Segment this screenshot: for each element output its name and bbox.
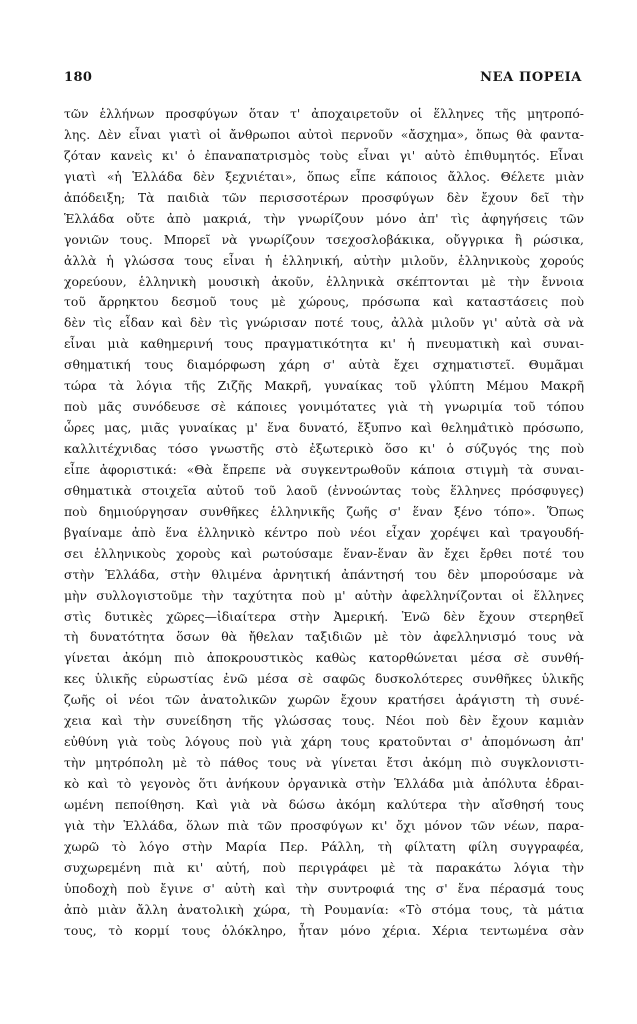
- text-line: στὶς δυτικὲς χῶρες—ἰδιαίτερα στὴν Ἀμερική. Ἐνῶ δὲν ἔχουν στερηθεῖ: [64, 608, 584, 624]
- text-line: τὴν μητρόπολη μὲ τὸ πάθος τους νὰ γίνεται ἔτσι ἀκόμη πιὸ συγκλονιστι-: [64, 755, 584, 771]
- text-line: δὲν τὶς εἶδαν καὶ δὲν τὶς γνώρισαν ποτέ τους, ἀλλὰ μιλοῦν γι' αὐτὰ σὰ νὰ: [64, 315, 584, 331]
- body-text: [64, 104, 584, 942]
- text-line: ζωῆς οἱ νέοι τῶν ἀνατολικῶν χωρῶν ἔχουν κρατήσει ἀράγιστη τὴ συνέ-: [64, 692, 584, 708]
- text-line: τῶν ἑλλήνων προσφύγων ὅταν τ' ἀποχαιρετοῦν οἱ ἕλληνες τῆς μητροπό-: [64, 106, 584, 121]
- text-line: χορεύουν, ἑλληνικὴ μουσικὴ ἀκοῦν, ἑλληνικὰ σκέπτονται μὲ τὴν ἔννοια: [64, 273, 584, 289]
- journal-title: ΝΕΑ ΠΟΡΕΙΑ: [480, 70, 582, 85]
- text-line: κες ὑλικῆς εὐρωστίας ἐνῶ μέσα σὲ σαφῶς δυσκολότερες συνθῆκες ὑλικῆς: [64, 671, 584, 687]
- text-line: ἀλλὰ ἡ γλώσσα τους εἶναι ἡ ἑλληνική, αὐτὴν μιλοῦν, ἑλληνικοὺς χορούς: [64, 252, 584, 268]
- text-line: Ἑλλάδα οὔτε ἀπὸ μακριά, τὴν γνωρίζουν μόνο ἀπ' τὶς ἀφηγήσεις τῶν: [64, 210, 584, 226]
- text-line: χωρῶ τὸ λόγο στὴν Μαρία Περ. Ράλλη, τὴ φίλτατη φίλη συγγραφέα,: [64, 838, 584, 854]
- text-line: τους, τὸ κορμί τους ὁλόκληρο, ἦταν μόνο χέρια. Χέρια τεντωμένα σὰν: [64, 922, 584, 938]
- text-line: ωμένη πεποίθηση. Καὶ γιὰ νὰ δώσω ἀκόμη καλύτερα τὴν αἴσθησή τους: [64, 796, 584, 812]
- text-line: συχωρεμένη πιὰ κι' αὐτή, ποὺ περιγράφει μὲ τὰ παρακάτω λόγια τὴν: [64, 859, 584, 875]
- text-line: σθηματική τους διαμόρφωση χάρη σ' αὐτὰ ἔχει σχηματιστεῖ. Θυμᾶμαι: [64, 357, 584, 373]
- text-line: στὴν Ἑλλάδα, στὴν θλιμένα ἀρνητική ἀπάντησή του δὲν μπορούσαμε νὰ: [64, 566, 584, 582]
- text-line: ἀπόδειξη; Τὰ παιδιὰ τῶν περισσοτέρων προσφύγων δὲν ἔχουν δεῖ τὴν: [64, 189, 584, 205]
- text-line: ζόταν κανεὶς κι' ὁ ἐπαναπατρισμὸς τοὺς εἶναι γι' αὐτὸ ἐπιθυμητός. Εἶναι: [64, 147, 584, 163]
- text-line: κὸ καὶ τὸ γεγονὸς ὅτι ἀνήκουν ὀργανικὰ στὴν Ἑλλάδα μιὰ ἀπόλυτα ἑδραι-: [64, 776, 584, 791]
- text-line: λης. Δὲν εἶναι γιατὶ οἱ ἄνθρωποι αὐτοὶ περνοῦν «ἄσχημα», ὅπως θὰ φαντα-: [64, 126, 584, 142]
- text-line: γιὰ τὴν Ἑλλάδα, ὅλων πιὰ τῶν προσφύγων κι' ὄχι μόνον τῶν νέων, παρα-: [64, 817, 584, 833]
- text-line: μὴν συλλογιστοῦμε τὴν ταχύτητα ποὺ μ' αὐτὴν ἀφελληνίζονται οἱ ἕλληνες: [64, 587, 584, 603]
- text-line: ποὺ μᾶς συνόδευσε σὲ κάποιες γονιμότατες γιὰ τὴ γνωριμία τοῦ τόπου: [64, 399, 584, 415]
- text-line: σει ἑλληνικοὺς χοροὺς καὶ ρωτούσαμε ἕναν-ἕναν ἂν ἔχει ἔρθει ποτέ του: [64, 545, 584, 561]
- text-line: σθηματικὰ στοιχεῖα αὐτοῦ τοῦ λαοῦ (ἐννοώντας τοὺς ἕλληνες πρόσφυγες): [64, 482, 584, 498]
- text-line: τώρα τὰ λόγια τῆς Ζιζῆς Μακρῆ, γυναίκας τοῦ γλύπτη Μέμου Μακρῆ: [64, 378, 584, 394]
- text-line: εἶπε ἀφοριστικά: «Θὰ ἔπρεπε νὰ συγκεντρωθοῦν κάποια στιγμὴ τὰ συναι-: [64, 461, 584, 477]
- text-line: χεια καὶ τὴν συνείδηση τῆς γλώσσας τους. Νέοι ποὺ δὲν ἔχουν καμιὰν: [64, 713, 584, 729]
- text-line: ποὺ δημιούργησαν συνθῆκες ἑλληνικῆς ζωῆς σ' ἕναν ξένο τόπο». Ὅπως: [64, 503, 584, 519]
- text-line: εἶναι μιὰ καθημερινή τους πραγματικότητα κι' ἡ πνευματικὴ καὶ συναι-: [64, 336, 584, 352]
- text-line: τὴ δυνατότητα ὅσων θὰ ἤθελαν ταξιδιῶν μὲ τὸν ἀφελληνισμό τους νὰ: [64, 629, 584, 645]
- text-line: εὐθύνη γιὰ τοὺς λόγους ποὺ γιὰ χάρη τους κρατοῦνται σ' ἀπομόνωση ἀπ': [64, 734, 584, 750]
- text-line: ὧρες μας, μιᾶς γυναίκας μ' ἕνα δυνατό, ἔξυπνο καὶ θελημα̂τικὸ πρόσωπο,: [64, 420, 584, 436]
- text-line: γονιῶν τους. Μπορεῖ νὰ γνωρίζουν τσεχοσλοβάκικα, οὔγγρικα ἢ ρώσικα,: [64, 231, 584, 247]
- text-line: τοῦ ἄρρηκτου δεσμοῦ τους μὲ χώρους, πρόσωπα καὶ καταστάσεις ποὺ: [64, 294, 584, 310]
- page-number: 180: [64, 70, 93, 85]
- text-line: γιατὶ «ἡ Ἑλλάδα δὲν ξεχνιέται», ὅπως εἶπε κάποιος ἄλλος. Θέλετε μιὰν: [64, 168, 584, 184]
- text-line: γίνεται ἀκόμη πιὸ ἀποκρουστικὸς καθὼς κατορθώνεται μέσα σὲ συνθή-: [64, 650, 584, 666]
- text-line: ἀπὸ μιὰν ἄλλη ἀνατολικὴ χώρα, τὴ Ρουμανία: «Τὸ στόμα τους, τὰ μάτια: [64, 901, 584, 917]
- text-line: ὑποδοχὴ ποὺ ἔγινε σ' αὐτὴ καὶ τὴν συντροφιά της σ' ἕνα πέρασμά τους: [64, 880, 584, 896]
- running-head: [64, 70, 582, 92]
- text-line: καλλιτέχνιδας τόσο γνωστῆς στὸ ἐξωτερικὸ ὅσο κι' ὁ σύζυγός της ποὺ: [64, 441, 584, 456]
- text-line: βγαίναμε ἀπὸ ἕνα ἑλληνικὸ κέντρο ποὺ νέοι εἶχαν χορέψει καὶ τραγουδή-: [64, 524, 584, 540]
